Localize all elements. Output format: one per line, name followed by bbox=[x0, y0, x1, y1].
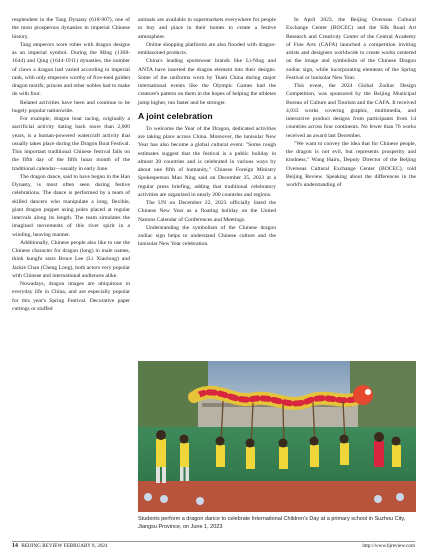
paragraph: Additionally, Chinese people also like to use the Chinese character for dragon (long) in male names, think kungfu stars Bruce Lee (Li Xiaolong) and Jackie Chan (Cheng Long), both actors very popular with Chinese and international audiences alike. bbox=[12, 239, 130, 279]
publication-name: BEIJING REVIEW FEBRUARY 8, 2024 bbox=[21, 543, 108, 549]
footer-left bbox=[12, 542, 108, 551]
paragraph: resplendent in the Tang Dynasty (618-907), one of the most prosperous dynasties in imperial Chinese history. bbox=[12, 17, 130, 40]
paragraph: Understanding the symbolism of the Chinese dragon zodiac sign helps to understand Chinese culture and the lunisolar New Year celebration. bbox=[138, 224, 276, 248]
paragraph: Related activities have been and continue to be hugely popular nationwide. bbox=[12, 99, 130, 114]
paragraph: For example, dragon boat racing, originally a sacrificial activity dating back more than 2,000 years, is a human-powered watercraft activity that usually takes place during the Dragon Boat Festival. This important traditional Chinese festival falls on the fifth day of the fifth lunar month of the traditional calendar—usually in early June. bbox=[12, 116, 130, 172]
paragraph: The dragon dance, said to have begun in the Han Dynasty, is most often seen during festive celebrations. The dance is performed by a team of skilled dancers who manipulate a long, flexible, giant dragon puppet using poles placed at regular intervals along its length. The team simulates the imagined movements of this river spirit in a winding, heaving manner. bbox=[12, 173, 130, 238]
paragraph: animals are available in supermarkets everywhere for people to buy and place in their homes to create a festive atmosphere. bbox=[138, 17, 276, 40]
photo-caption: Students perform a dragon dance to celebrate International Children's Day at a primary school in Suzhou City, Jiangsu Province, on June 1, 2023 bbox=[138, 516, 406, 530]
paragraph: "We want to convey the idea that for Chinese people, the dragon is not evil, but represents prosperity and kindness," Wang Hairu, Deputy Director of the Beijing Overseas Cultural Exchange Center (BOCEC), told Beijing Review. Speaking about the differences in the world's understanding of bbox=[286, 140, 416, 188]
paragraph: To welcome the Year of the Dragon, dedicated activities are taking place across China. Moreover, the lunisolar New Year has also become a global cultural event. "Some rough estimates suggest that the festival is a public holiday in almost 20 countries and is celebrated in various ways by about one fifth of humanity," Chinese Foreign Ministry Spokesperson Mao Ning said on December 25, 2023 at a regular press briefing, adding that traditional celebratory activities are organized in nearly 200 countries and regions. bbox=[138, 125, 276, 198]
paragraph: Tang emperors wore robes with dragon designs as an imperial symbol. During the Ming (1368-1644) and Qing (1644-1911) dynasties, the number of claws a dragon had varied according to imperial rank, with only emperors worthy of five-toed golden dragon motifs; princes and other nobles had to make do with four. bbox=[12, 41, 130, 98]
article-column-3 bbox=[286, 16, 416, 346]
paragraph: In April 2023, the Beijing Overseas Cultural Exchange Center (BOCEC) and the Silk Road Art Research and Creativity Center of the Central Academy of Fine Arts (CAFA) launched a competition inviting artists and designers worldwide to create works centered on the image and symbolism of the Chinese Dragon zodiac sign, while incorporating elements of the Spring Festival or lunisolar New Year. bbox=[286, 17, 416, 81]
paragraph: Nowadays, dragon images are ubiquitous in everyday life in China, and are especially popular for this year's Spring Festival. Decorative paper cuttings or stuffed bbox=[12, 281, 130, 312]
section-heading: A joint celebration bbox=[138, 110, 213, 121]
article-column-1 bbox=[12, 16, 130, 540]
paragraph: This event, the 2024 Global Zodiac Design Competition, was sponsored by the Beijing Municipal Bureau of Culture and Tourism and the CAFA. It received 4,033 works covering graphic, multimedia, and interactive product designs from participants from 14 countries across four continents. No fewer than 76 works received an award last December. bbox=[286, 83, 416, 139]
paragraph: Online shopping platforms are also flooded with dragon-emblazoned products. bbox=[138, 41, 276, 56]
article-column-2 bbox=[138, 16, 276, 356]
paragraph: The UN on December 22, 2023 officially listed the Chinese New Year as a floating holiday on the United Nations Calendar of Conferences and Meetings. bbox=[138, 200, 276, 223]
page-footer bbox=[12, 541, 415, 551]
paragraph: China's leading sportswear brands like Li-Ning and ANTA have inserted the dragon element into their designs. Some of the uniforms worn by Team China during major international events like the Olympic Games had the creature's pattern on them in the hopes of helping the athletes jump higher, run faster and be stronger. bbox=[138, 58, 276, 106]
page-number: 14 bbox=[12, 543, 18, 549]
website-url: http://www.bjreview.com bbox=[362, 543, 415, 549]
dragon-dance-photo bbox=[138, 361, 416, 512]
